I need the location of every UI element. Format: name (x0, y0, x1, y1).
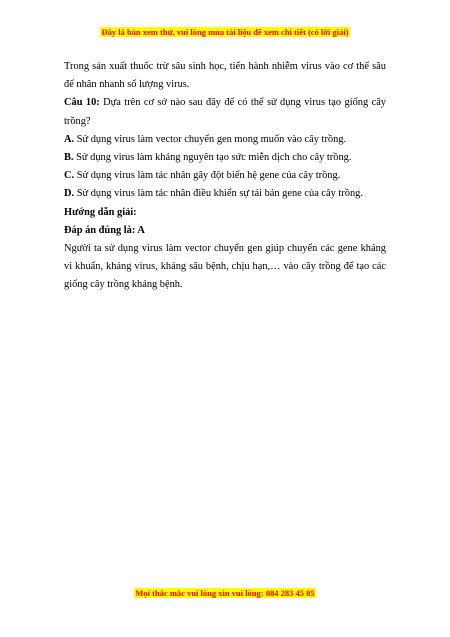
question-text: Dựa trên cơ sở nào sau đây để có thể sử dụng virus tạo giống cây trồng? (64, 97, 386, 127)
contact-banner (0, 588, 450, 599)
option-text: Sử dụng virus làm kháng nguyên tạo sức miễn dịch cho cây trồng. (73, 152, 352, 164)
option-letter: B. (64, 152, 74, 164)
option-text: Sử dụng virus làm tác nhân gây đột biến hệ gene của cây trồng. (74, 170, 341, 182)
contact-text: Mọi thắc mắc vui lòng xin vui lòng: 084 283 45 85 (135, 588, 315, 598)
option-text: Sử dụng virus làm tác nhân điều khiển sự tái bản gene của cây trồng. (74, 188, 363, 200)
preview-notice-banner (0, 27, 450, 38)
option-letter: C. (64, 170, 75, 182)
option-d (64, 185, 386, 203)
option-text: Sử dụng virus làm vector chuyển gen mong muốn vào cây trồng. (74, 133, 347, 145)
option-letter: A. (64, 133, 75, 145)
explanation-paragraph: Người ta sử dụng virus làm vector chuyển gen giúp chuyển các gene kháng vi khuẩn, kháng virus, kháng sâu bệnh, chịu hạn,… vào cây trồng để tạo các giống cây trồng kháng bệnh. (64, 243, 386, 291)
option-letter: D. (64, 188, 75, 200)
intro-paragraph: Trong sản xuất thuốc trừ sâu sinh học, tiến hành nhiễm virus vào cơ thể sâu để nhân nhanh số lượng virus. (64, 61, 386, 91)
question-paragraph (64, 94, 386, 130)
question-label: Câu 10: (64, 97, 100, 109)
option-c (64, 167, 386, 185)
answer-line: Đáp án đúng là: A (64, 224, 145, 236)
guide-heading: Hướng dẫn giải: (64, 206, 137, 218)
preview-notice-text: Đây là bản xem thử, vui lòng mua tài liệu để xem chi tiết (có lời giải) (101, 27, 349, 37)
option-b (64, 149, 386, 167)
option-a (64, 131, 386, 149)
document-body (64, 58, 386, 295)
